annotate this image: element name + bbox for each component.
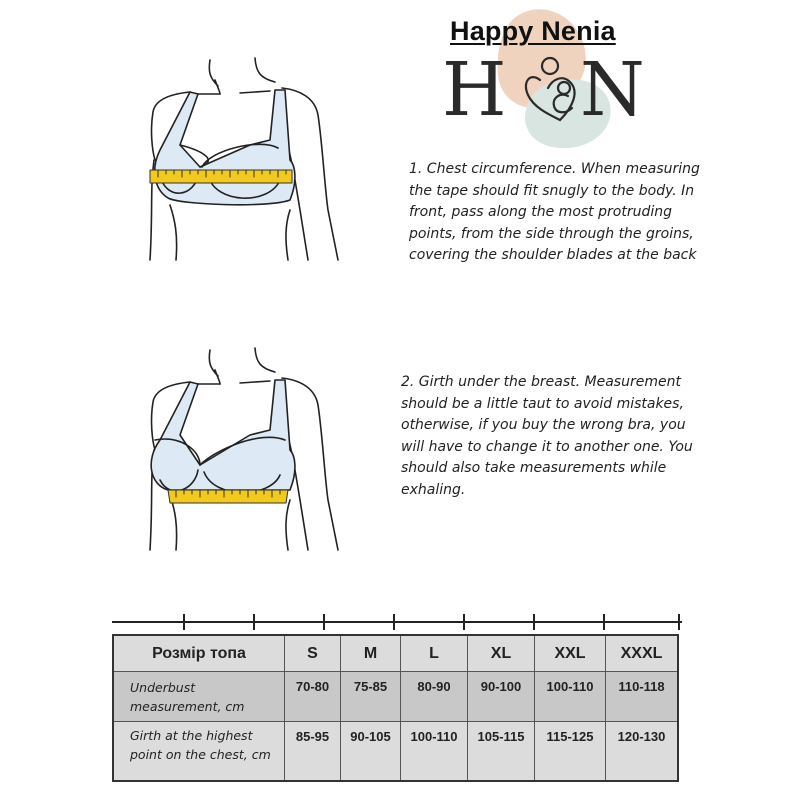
table-row-underbust xyxy=(113,672,678,722)
table-cell: 70-80 xyxy=(285,672,341,722)
table-header-row xyxy=(113,635,678,672)
size-table xyxy=(112,634,679,782)
header-size-l: L xyxy=(401,635,468,672)
chest-circumference-figure xyxy=(120,50,360,285)
header-size-xxxl: XXXL xyxy=(606,635,679,672)
row-label: Girth at the highest point on the chest, cm xyxy=(113,722,285,782)
measuring-tape xyxy=(150,170,292,183)
row-label: Underbust measurement, cm xyxy=(113,672,285,722)
table-row-chest-girth xyxy=(113,722,678,782)
header-size-xl: XL xyxy=(468,635,535,672)
header-size-label: Розмір топа xyxy=(113,635,285,672)
table-ruler xyxy=(112,612,682,632)
table-cell: 100-110 xyxy=(535,672,606,722)
table-cell: 115-125 xyxy=(535,722,606,782)
table-cell: 75-85 xyxy=(341,672,401,722)
bra-shape xyxy=(155,90,295,205)
header-size-m: M xyxy=(341,635,401,672)
monogram-n: N xyxy=(580,47,645,133)
monogram-h: H xyxy=(442,47,507,133)
table-cell: 90-100 xyxy=(468,672,535,722)
table-cell: 90-105 xyxy=(341,722,401,782)
table-cell: 100-110 xyxy=(401,722,468,782)
table-cell: 105-115 xyxy=(468,722,535,782)
table-cell: 120-130 xyxy=(606,722,679,782)
header-size-xxl: XXL xyxy=(535,635,606,672)
table-cell: 85-95 xyxy=(285,722,341,782)
bra-shape xyxy=(151,380,295,493)
table-cell: 80-90 xyxy=(401,672,468,722)
instruction-chest-circumference: 1. Chest circumference. When measuring the tape should fit snugly to the body. In front, pass along the most protruding points, from the side through the groins, covering the shoulder blades at the back xyxy=(409,161,700,263)
header-size-s: S xyxy=(285,635,341,672)
measuring-tape xyxy=(168,490,288,503)
brand-title: Happy Nenia xyxy=(450,16,616,46)
instruction-underbust: 2. Girth under the breast. Measurement should be a little taut to avoid mistakes, otherwise, if you buy the wrong bra, you will have to change it to another one. You should also take measurements while exhaling. xyxy=(401,374,693,498)
underbust-figure xyxy=(120,340,360,575)
table-cell: 110-118 xyxy=(606,672,679,722)
